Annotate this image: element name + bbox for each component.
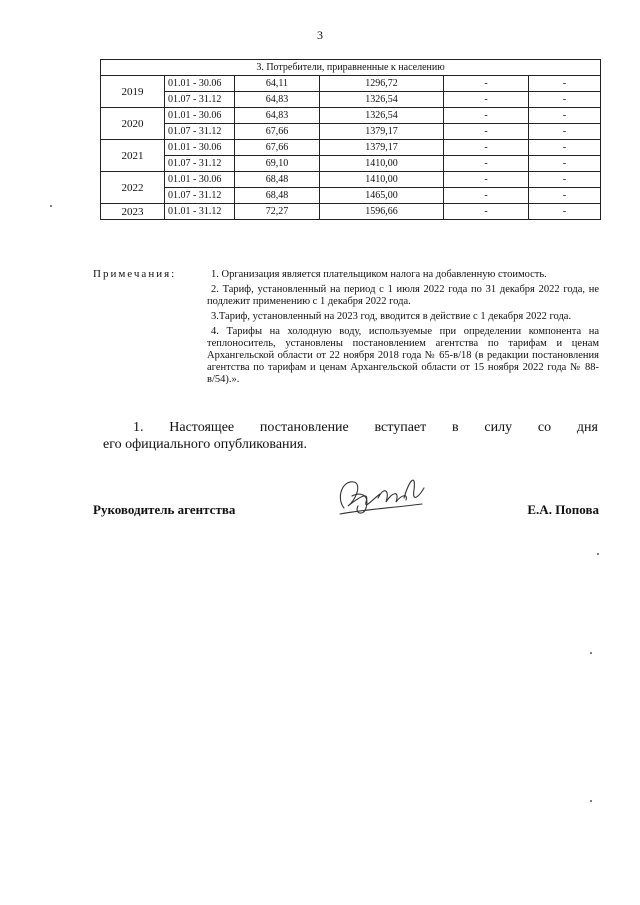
year-cell: 2022	[101, 172, 165, 204]
clause-line-1	[103, 419, 598, 436]
value-cell: 64,83	[235, 92, 320, 108]
clause-word: дня	[576, 420, 598, 435]
note-item: 3.Тариф, установленный на 2023 год, вводится в действие с 1 декабря 2022 года.	[211, 311, 572, 322]
value-cell: 64,83	[235, 108, 320, 124]
page-number: 3	[317, 28, 323, 42]
clause-word: постановление	[259, 420, 349, 435]
table-row	[101, 188, 601, 204]
table-section-row	[101, 60, 601, 76]
year-cell: 2023	[101, 204, 165, 220]
table-row	[101, 156, 601, 172]
clause-line-2: его официального опубликования.	[103, 437, 307, 452]
dash-cell: -	[529, 172, 601, 188]
clause-word: в	[452, 420, 459, 435]
dash-cell: -	[444, 204, 529, 220]
value-cell: 64,11	[235, 76, 320, 92]
dash-cell: -	[444, 76, 529, 92]
note-item: 1. Организация является плательщиком налога на добавленную стоимость.	[211, 269, 547, 280]
year-cell: 2019	[101, 76, 165, 108]
period-cell: 01.07 - 31.12	[165, 188, 235, 204]
clause-number: 1.	[133, 420, 144, 435]
signatory-name: Е.А. Попова	[527, 502, 599, 517]
period-cell: 01.07 - 31.12	[165, 92, 235, 108]
clause-paragraph	[103, 419, 598, 453]
year-cell: 2020	[101, 108, 165, 140]
value-cell: 68,48	[235, 172, 320, 188]
table-row	[101, 204, 601, 220]
dash-cell: -	[444, 156, 529, 172]
clause-word: со	[537, 420, 552, 435]
dash-cell: -	[444, 124, 529, 140]
notes-list	[207, 269, 599, 389]
dash-cell: -	[529, 108, 601, 124]
table-row	[101, 140, 601, 156]
dash-cell: -	[444, 172, 529, 188]
value-cell: 1379,17	[320, 140, 444, 156]
period-cell: 01.01 - 30.06	[165, 140, 235, 156]
dash-cell: -	[529, 124, 601, 140]
dash-cell: -	[529, 188, 601, 204]
clause-word: силу	[484, 420, 513, 435]
period-cell: 01.07 - 31.12	[165, 156, 235, 172]
table-row	[101, 108, 601, 124]
period-cell: 01.01 - 31.12	[165, 204, 235, 220]
period-cell: 01.07 - 31.12	[165, 124, 235, 140]
dash-cell: -	[444, 140, 529, 156]
year-cell: 2021	[101, 140, 165, 172]
value-cell: 72,27	[235, 204, 320, 220]
value-cell: 1410,00	[320, 172, 444, 188]
note-item: 4. Тарифы на холодную воду, используемые при определении компонента на теплоноситель, установлены постановлением агентства по тарифам и ценам Архангельской области от 22 ноября 2018 года № 65-в/18 (в редакции постановления агентства по тарифам и ценам Архангельской области от 15 ноября 2022 года № 88-в/54).».	[207, 326, 599, 385]
value-cell: 68,48	[235, 188, 320, 204]
table-row	[101, 76, 601, 92]
table-row	[101, 172, 601, 188]
dash-cell: -	[529, 140, 601, 156]
note-item: 2. Тариф, установленный на период с 1 июля 2022 года по 31 декабря 2022 года, не подлежит применению с 1 декабря 2022 года.	[207, 284, 599, 307]
dash-cell: -	[444, 92, 529, 108]
value-cell: 1465,00	[320, 188, 444, 204]
table-row	[101, 124, 601, 140]
period-cell: 01.01 - 30.06	[165, 172, 235, 188]
value-cell: 67,66	[235, 140, 320, 156]
dash-cell: -	[444, 108, 529, 124]
signatory-role: Руководитель агентства	[93, 502, 236, 517]
value-cell: 1379,17	[320, 124, 444, 140]
dash-cell: -	[529, 76, 601, 92]
period-cell: 01.01 - 30.06	[165, 108, 235, 124]
dash-cell: -	[444, 188, 529, 204]
dash-cell: -	[529, 92, 601, 108]
dash-cell: -	[529, 156, 601, 172]
notes-label: Примечания:	[93, 268, 177, 280]
value-cell: 1326,54	[320, 92, 444, 108]
value-cell: 69,10	[235, 156, 320, 172]
value-cell: 1410,00	[320, 156, 444, 172]
dash-cell: -	[529, 204, 601, 220]
section-title: 3. Потребители, приравненные к населению	[101, 60, 601, 76]
clause-word: вступает	[374, 420, 427, 435]
table-row	[101, 92, 601, 108]
tariff-table	[100, 59, 601, 220]
period-cell: 01.01 - 30.06	[165, 76, 235, 92]
value-cell: 1596,66	[320, 204, 444, 220]
handwritten-signature	[330, 468, 430, 524]
value-cell: 67,66	[235, 124, 320, 140]
value-cell: 1296,72	[320, 76, 444, 92]
value-cell: 1326,54	[320, 108, 444, 124]
clause-word: Настоящее	[169, 420, 235, 435]
